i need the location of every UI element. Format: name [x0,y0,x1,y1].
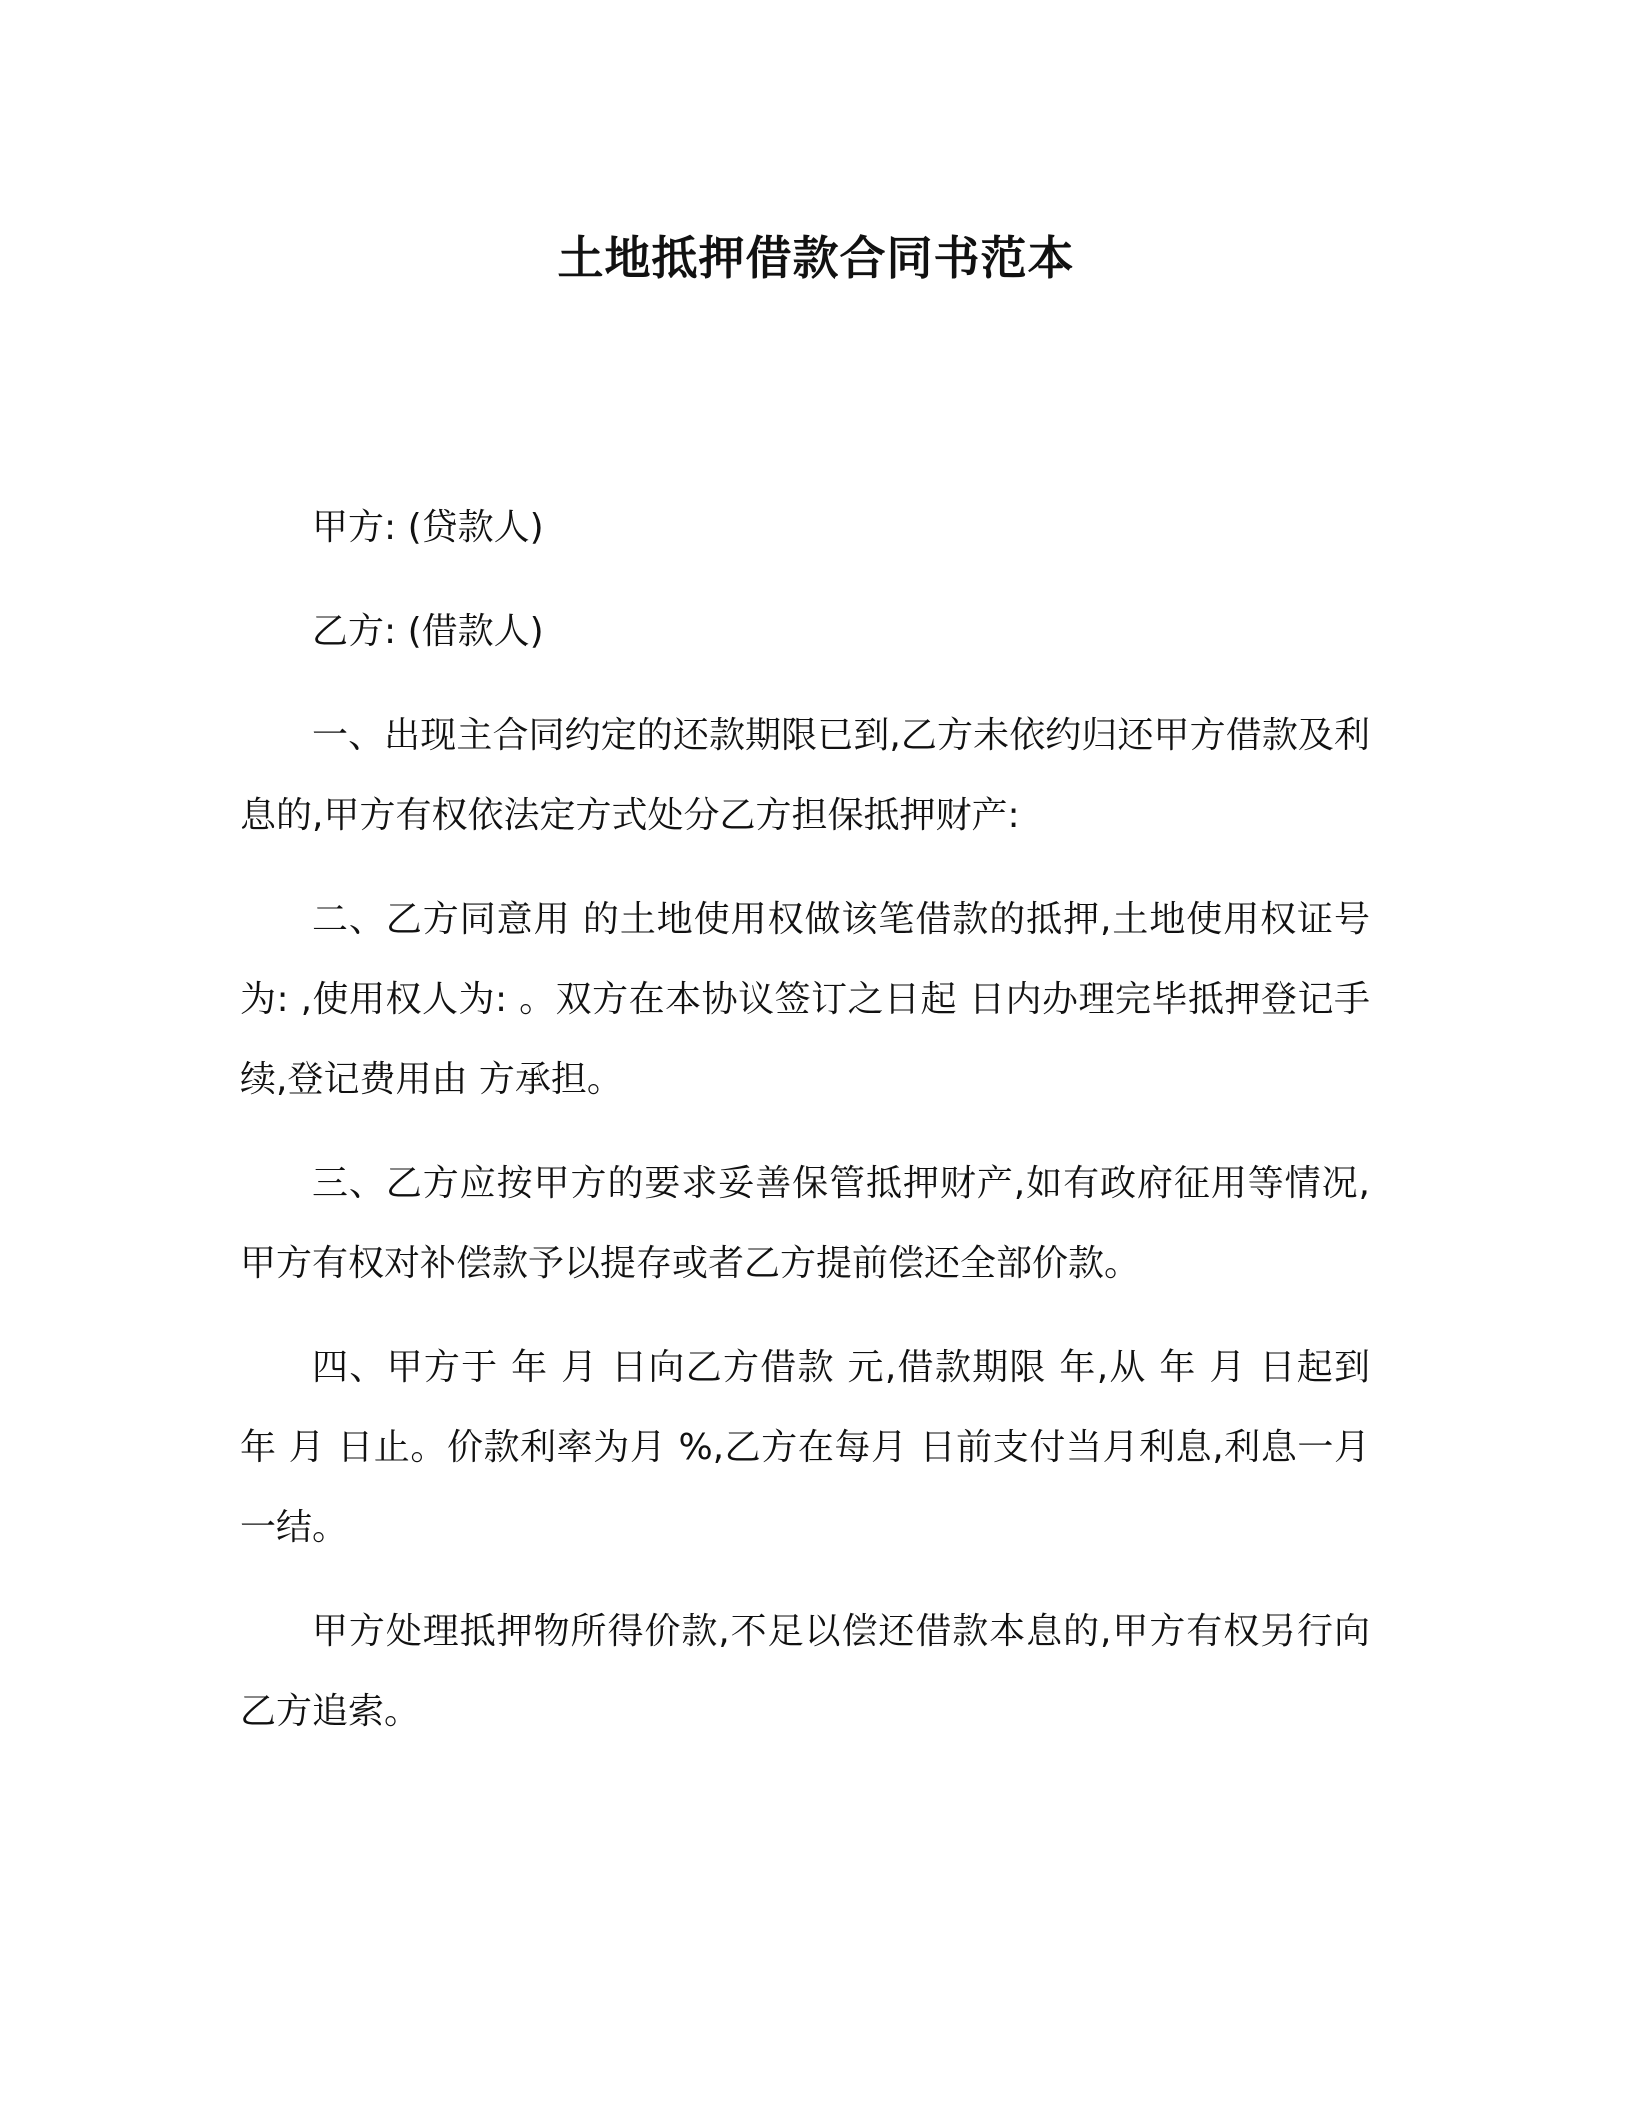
party-b-line: 乙方: (借款人) [312,611,544,652]
clause-1: 一、出现主合同约定的还款期限已到,乙方未依约归还甲方借款及利息的,甲方有权依法定方式处分乙方担保抵押财产: [240,715,1370,836]
clause-3: 三、乙方应按甲方的要求妥善保管抵押财产,如有政府征用等情况,甲方有权对补偿款予以提存或者乙方提前偿还全部价款。 [240,1163,1370,1284]
clause-4: 四、甲方于 年 月 日向乙方借款 元,借款期限 年,从 年 月 日起到 年 月 日止。价款利率为月 %,乙方在每月 日前支付当月利息,利息一月一结。 [240,1347,1370,1548]
document-title: 土地抵押借款合同书范本 [557,231,1075,285]
clause-2: 二、乙方同意用 的土地使用权做该笔借款的抵押,土地使用权证号为: ,使用权人为: 。双方在本协议签订之日起 日内办理完毕抵押登记手续,登记费用由 方承担。 [240,899,1370,1100]
document-body [240,488,1370,1776]
party-a-line: 甲方: (贷款人) [312,507,544,548]
closing-paragraph: 甲方处理抵押物所得价款,不足以偿还借款本息的,甲方有权另行向乙方追索。 [240,1611,1370,1732]
